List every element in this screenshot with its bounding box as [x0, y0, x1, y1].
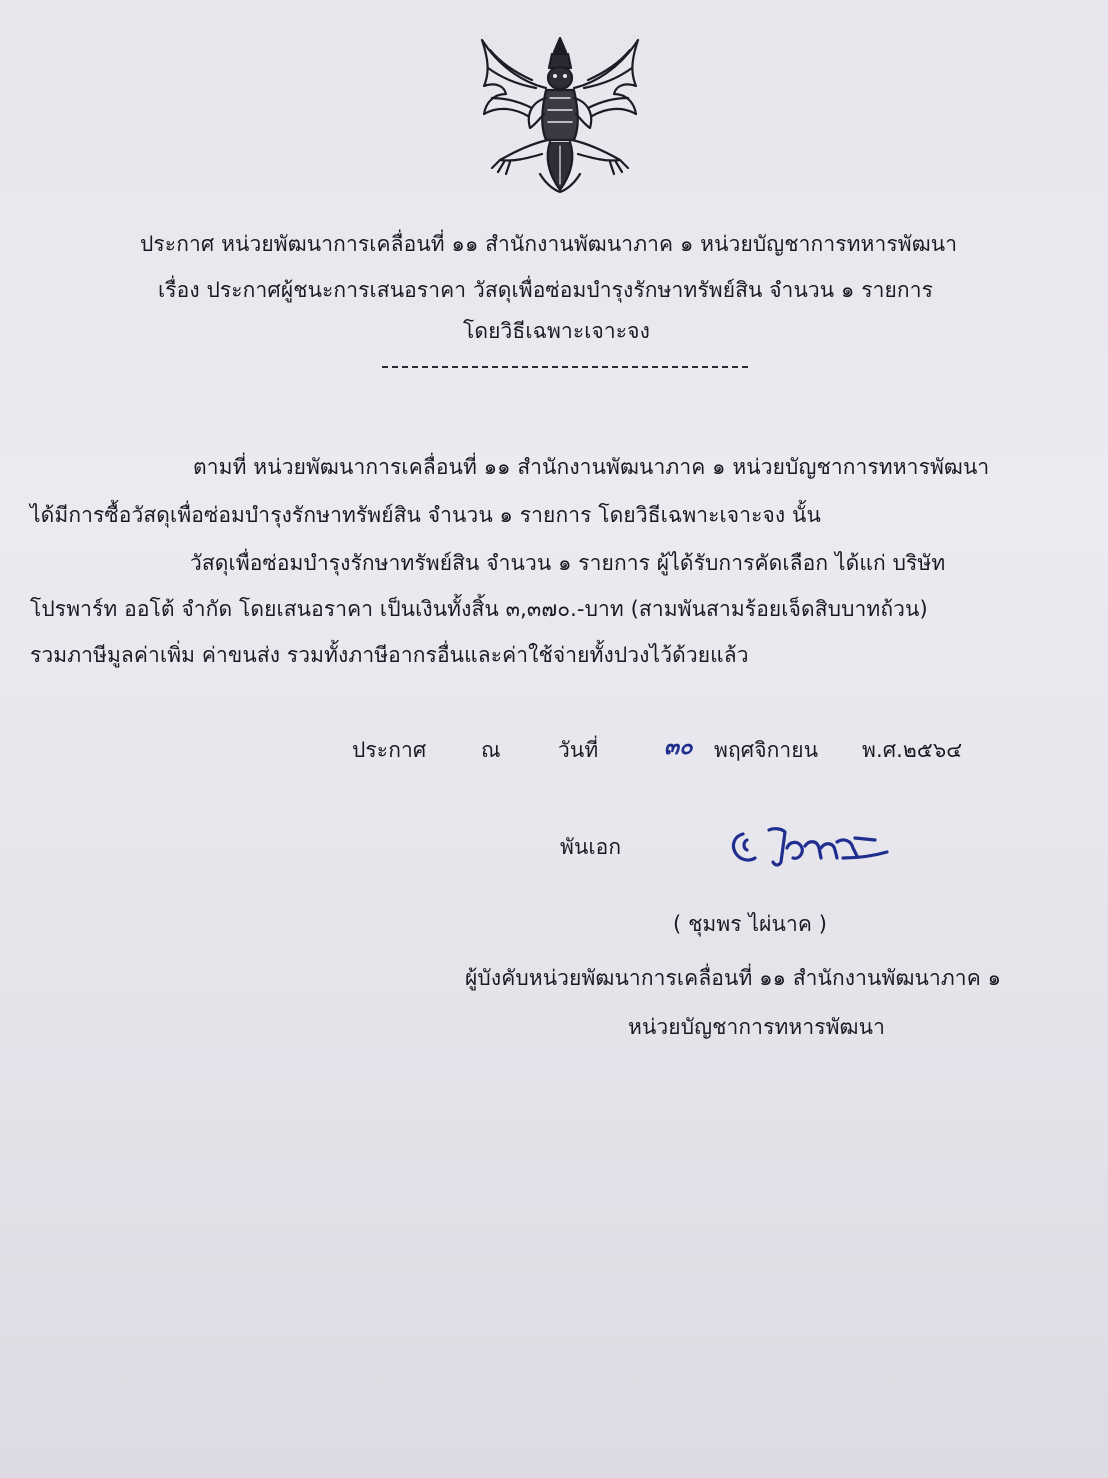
date-at-label: ณ — [481, 738, 501, 762]
date-year: พ.ศ.๒๕๖๔ — [862, 738, 963, 762]
announcement-method-line: โดยวิธีเฉพาะเจาะจง — [463, 319, 650, 343]
paragraph-2-line-3: รวมภาษีมูลค่าเพิ่ม ค่าขนส่ง รวมทั้งภาษีอากรอื่นและค่าใช้จ่ายทั้งปวงไว้ด้วยแล้ว — [30, 643, 749, 667]
signatory-name: ( ชุมพร ไผ่นาค ) — [673, 912, 828, 936]
date-month: พฤศจิกายน — [714, 738, 819, 762]
signatory-rank: พันเอก — [560, 835, 622, 859]
paragraph-1-line-2: ได้มีการซื้อวัสดุเพื่อซ่อมบำรุงรักษาทรัพย์สิน จำนวน ๑ รายการ โดยวิธีเฉพาะเจาะจง นั้น — [30, 503, 821, 527]
title-divider — [382, 366, 748, 368]
signatory-position-line-1: ผู้บังคับหน่วยพัฒนาการเคลื่อนที่ ๑๑ สำนักงานพัฒนาภาค ๑ — [465, 966, 1002, 990]
date-day-label: วันที่ — [558, 738, 599, 762]
paragraph-2-line-1: วัสดุเพื่อซ่อมบำรุงรักษาทรัพย์สิน จำนวน ๑ รายการ ผู้ได้รับการคัดเลือก ได้แก่ บริษัท — [190, 551, 946, 575]
garuda-emblem-icon — [470, 28, 650, 196]
announcement-title-line-1: ประกาศ หน่วยพัฒนาการเคลื่อนที่ ๑๑ สำนักงานพัฒนาภาค ๑ หน่วยบัญชาการทหารพัฒนา — [140, 232, 958, 256]
paragraph-2-line-2: โปรพาร์ท ออโต้ จำกัด โดยเสนอราคา เป็นเงินทั้งสิ้น ๓,๓๗๐.-บาท (สามพันสามร้อยเจ็ดสิบบาทถ้วน) — [30, 597, 928, 621]
handwritten-signature — [725, 818, 895, 876]
date-day-handwritten: ๓๐ — [664, 735, 693, 760]
announcement-subject-line: เรื่อง ประกาศผู้ชนะการเสนอราคา วัสดุเพื่อซ่อมบำรุงรักษาทรัพย์สิน จำนวน ๑ รายการ — [158, 278, 933, 302]
paragraph-1-line-1: ตามที่ หน่วยพัฒนาการเคลื่อนที่ ๑๑ สำนักงานพัฒนาภาค ๑ หน่วยบัญชาการทหารพัฒนา — [193, 455, 990, 479]
date-announce-label: ประกาศ — [352, 738, 427, 762]
signatory-position-line-2: หน่วยบัญชาการทหารพัฒนา — [628, 1015, 885, 1039]
